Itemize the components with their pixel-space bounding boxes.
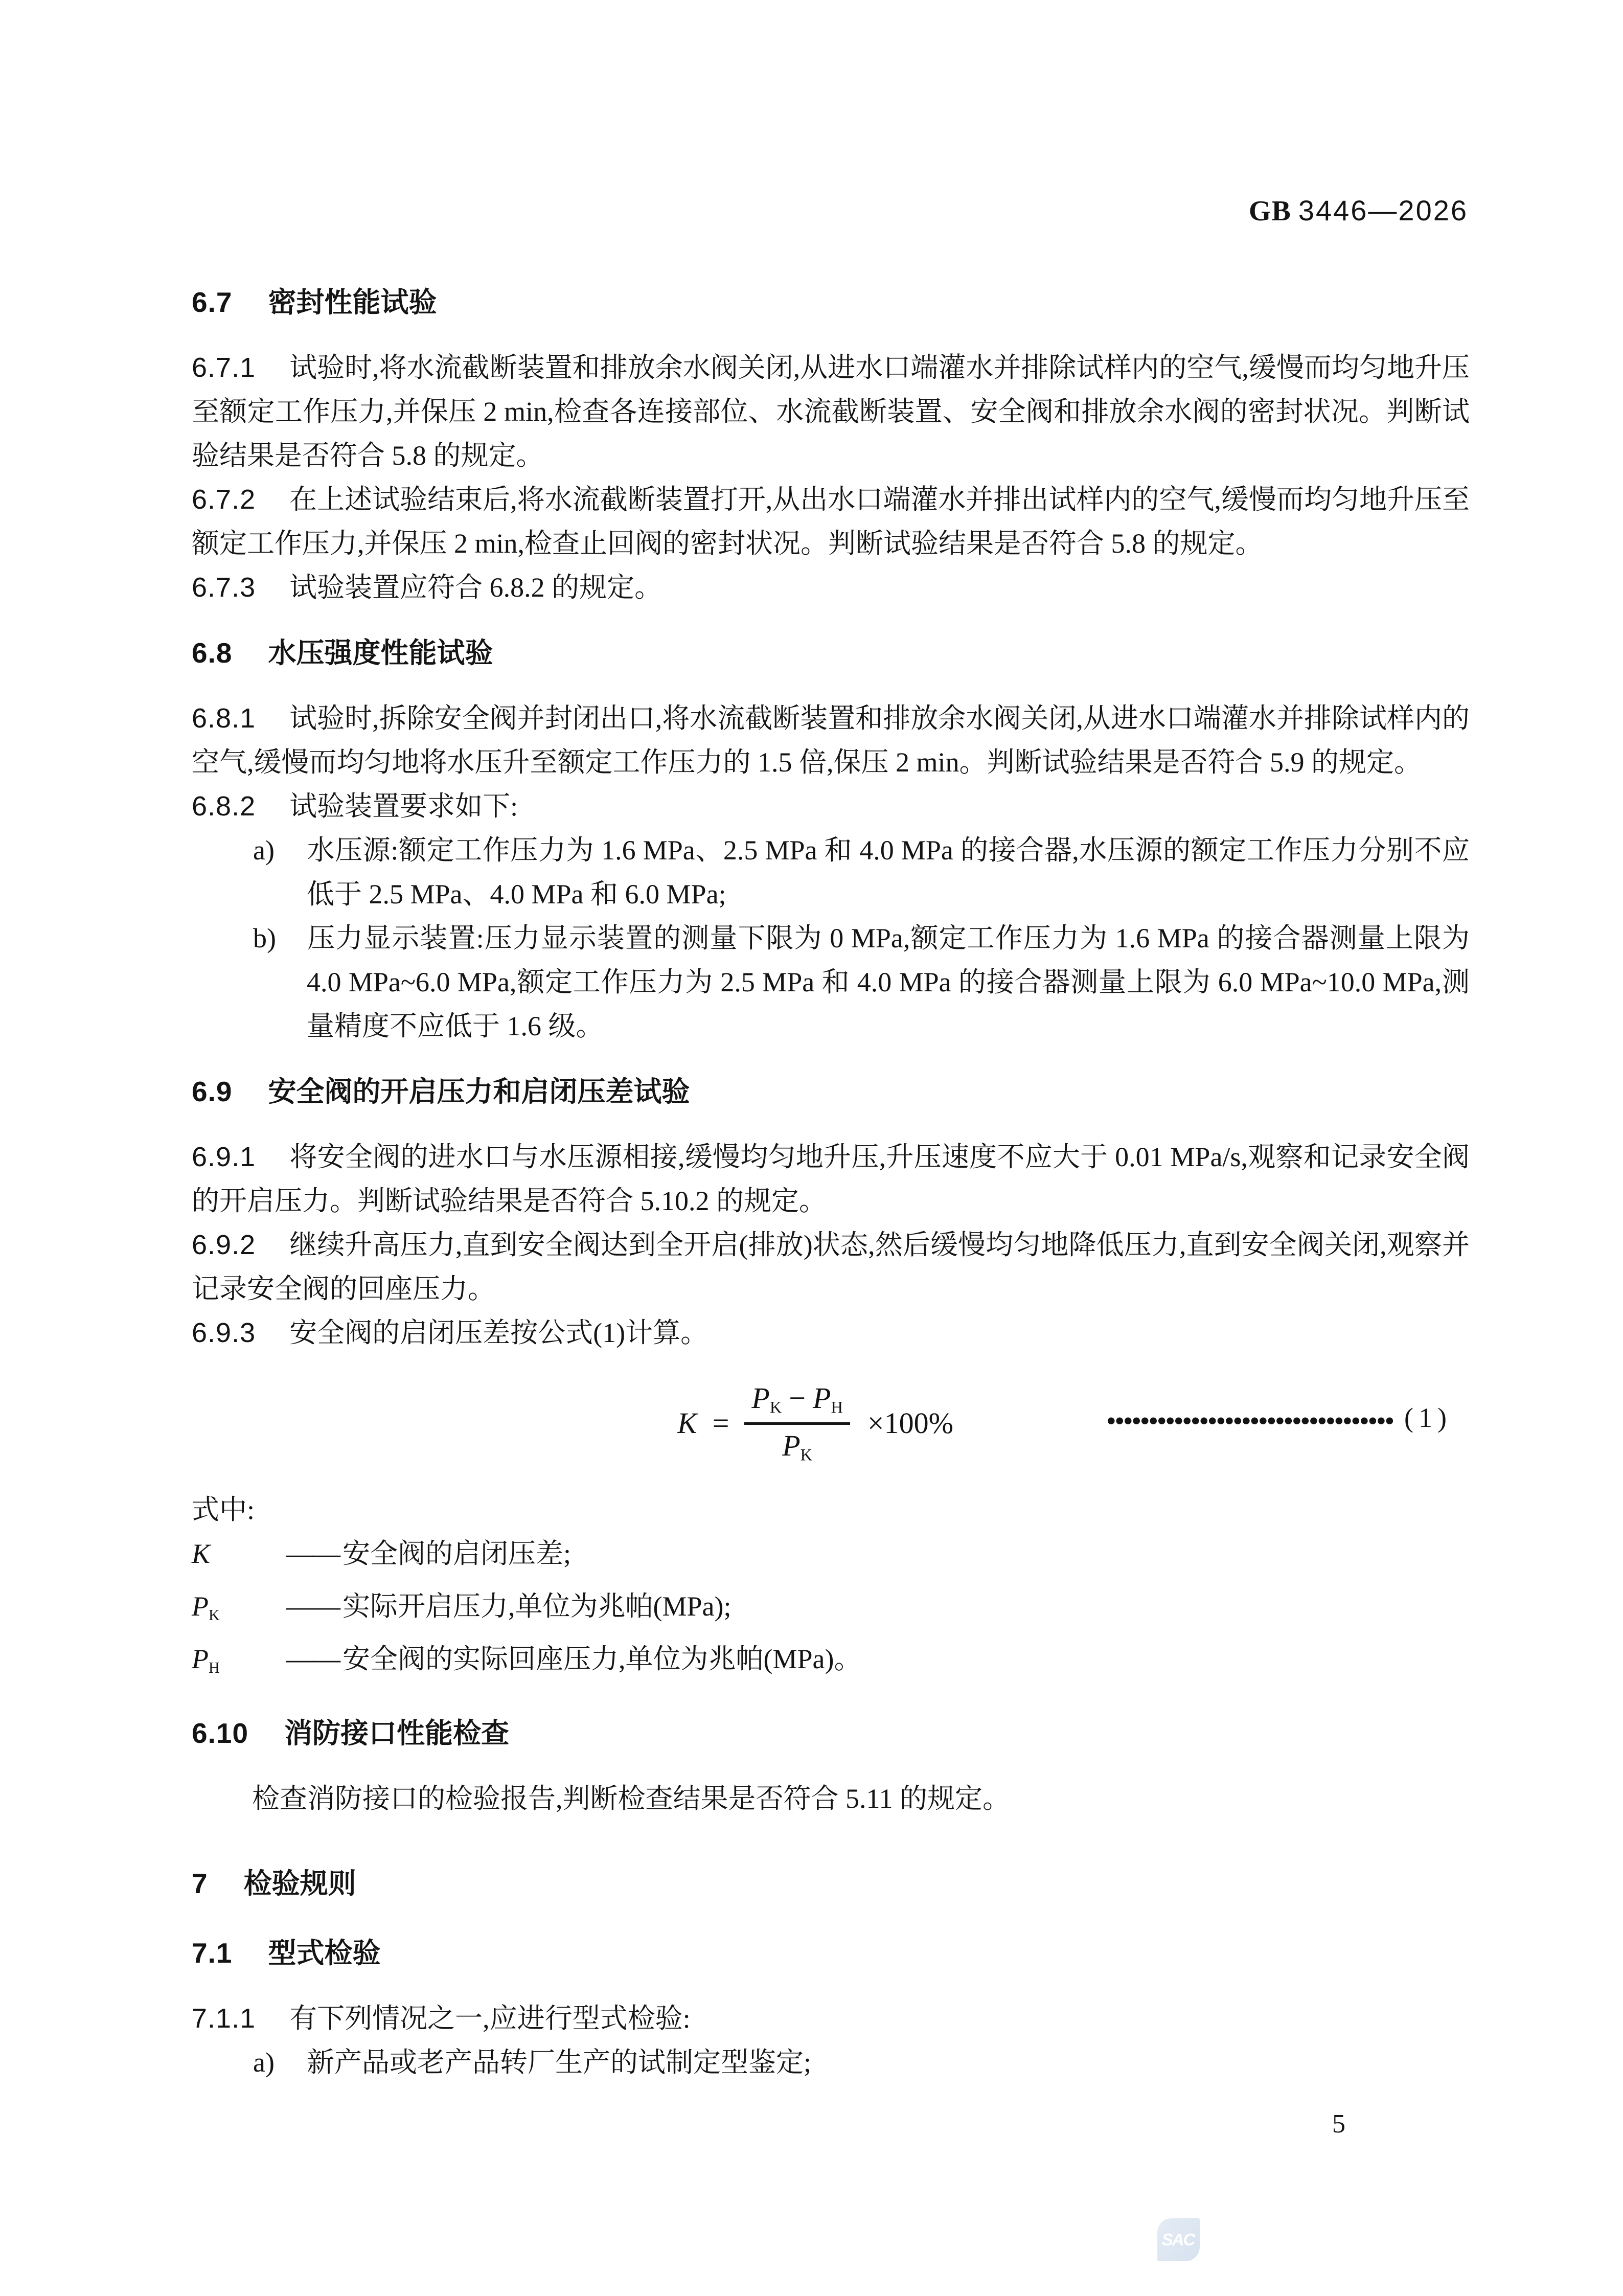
definition-dash: —— (286, 1538, 339, 1569)
standard-number (0, 195, 1468, 226)
sac-watermark (1157, 2218, 1200, 2261)
heading-7 (192, 1861, 1470, 1905)
clause-text: 安全阀的启闭压差按公式(1)计算。 (289, 1317, 708, 1348)
definition-text: 安全阀的实际回座压力,单位为兆帕(MPa)。 (342, 1644, 862, 1675)
heading-number: 7.1 (192, 1937, 233, 1969)
clause-number: 6.7.2 (192, 484, 256, 515)
heading-title: 消防接口性能检查 (284, 1717, 510, 1749)
clause-6-7-1 (192, 346, 1470, 478)
clause-number: 6.8.1 (192, 703, 256, 734)
heading-6-9 (192, 1070, 1470, 1113)
heading-number: 7 (192, 1868, 208, 1900)
clause-6-10-body: 检查消防接口的检验报告,判断检查结果是否符合 5.11 的规定。 (252, 1783, 1010, 1814)
clause-6-8-2 (192, 784, 1470, 828)
heading-6-8 (192, 631, 1470, 675)
clause-number: 6.9.1 (192, 1142, 256, 1172)
clause-text: 将安全阀的进水口与水压源相接,缓慢均匀地升压,升压速度不应大于 0.01 MPa/s,观察和记录安全阀的开启压力。判断试验结果是否符合 5.10.2 的规定。 (192, 1142, 1470, 1216)
heading-number: 6.9 (192, 1076, 233, 1107)
heading-number: 6.10 (192, 1717, 249, 1749)
heading-7-1 (192, 1931, 1470, 1975)
clause-text: 试验时,拆除安全阀并封闭出口,将水流截断装置和排放余水阀关闭,从进水口端灌水并排除试样内的空气,缓慢而均匀地将水压升至额定工作压力的 1.5 倍,保压 2 min。判断试验结果是否符合 5.9 的规定。 (192, 703, 1470, 778)
where-label: 式中: (192, 1494, 255, 1525)
symbol: $P_K$ (192, 1591, 220, 1624)
clause-text: 试验装置要求如下: (289, 791, 518, 822)
equation-1 (192, 1362, 1470, 1485)
heading-title: 型式检验 (268, 1937, 381, 1969)
symbol-pk: P (782, 1428, 801, 1462)
symbol: $P_H$ (192, 1644, 220, 1677)
clause-text: 有下列情况之一,应进行型式检验: (289, 2003, 691, 2034)
definition-text: 实际开启压力,单位为兆帕(MPa); (342, 1591, 732, 1622)
equation-number: (1) (1404, 1402, 1452, 1433)
heading-title: 水压强度性能试验 (268, 637, 493, 669)
clause-text: 试验装置应符合 6.8.2 的规定。 (289, 572, 662, 603)
list-marker: a) (253, 2047, 275, 2078)
page-number: 5 (1332, 2109, 1345, 2139)
symbol: K (192, 1538, 211, 1569)
clause-number: 6.7.1 (192, 352, 256, 383)
clause-number: 6.7.3 (192, 572, 256, 603)
clause-6-9-3 (192, 1311, 1470, 1355)
heading-6-10 (192, 1711, 1470, 1755)
clause-6-9-1 (192, 1135, 1470, 1223)
symbol-definition-k (192, 1532, 1470, 1584)
clause-6-8-1 (192, 696, 1470, 784)
symbol-ph: P (813, 1381, 831, 1415)
fraction-denominator (744, 1429, 850, 1465)
clause-text: 在上述试验结束后,将水流截断装置打开,从出水口端灌水并排出试样内的空气,缓慢而均匀地升压至额定工作压力,并保压 2 min,检查止回阀的密封状况。判断试验结果是否符合 5.8 的规定。 (192, 484, 1470, 559)
clause-6-9-2 (192, 1223, 1470, 1311)
multiplier: ×100% (867, 1406, 953, 1440)
list-text: 压力显示装置:压力显示装置的测量下限为 0 MPa,额定工作压力为 1.6 MPa 的接合器测量上限为 4.0 MPa~6.0 MPa,额定工作压力为 2.5 MPa 和 4.0 MPa 的接合器测量上限为 6.0 MPa~10.0 MPa,测量精度不应低于 1.6 级。 (307, 923, 1470, 1041)
clause-6-7-2 (192, 478, 1470, 565)
equation-expression (677, 1362, 953, 1485)
list-text: 水压源:额定工作压力为 1.6 MPa、2.5 MPa 和 4.0 MPa 的接合器,水压源的额定工作压力分别不应低于 2.5 MPa、4.0 MPa 和 6.0 MPa; (307, 835, 1470, 910)
clause-text: 继续升高压力,直到安全阀达到全开启(排放)状态,然后缓慢均匀地降低压力,直到安全阀关闭,观察并记录安全阀的回座压力。 (192, 1230, 1470, 1304)
symbol-pk: P (751, 1381, 770, 1415)
heading-title: 安全阀的开启压力和启闭压差试验 (268, 1076, 690, 1107)
fraction (744, 1381, 850, 1465)
fraction-numerator (744, 1381, 850, 1418)
clause-number: 6.8.2 (192, 791, 256, 822)
heading-number: 6.7 (192, 286, 233, 318)
subscript-k: K (769, 1399, 782, 1418)
subscript-k: K (800, 1446, 813, 1465)
clause-text: 试验时,将水流截断装置和排放余水阀关闭,从进水口端灌水并排除试样内的空气,缓慢而均匀地升压至额定工作压力,并保压 2 min,检查各连接部位、水流截断装置、安全阀和排放余水阀的密封状况。判断试验结果是否符合 5.8 的规定。 (192, 352, 1470, 471)
document-body (192, 280, 1470, 2084)
definition-dash: —— (286, 1591, 339, 1622)
fraction-bar (744, 1422, 850, 1425)
clause-number: 7.1.1 (192, 2003, 256, 2034)
standard-code-number: 3446—2026 (1298, 194, 1468, 226)
heading-title: 密封性能试验 (268, 286, 437, 318)
sac-watermark-text: SAC (1161, 2230, 1195, 2249)
list-item-7-1-1-a (253, 2040, 1470, 2084)
list-text: 新产品或老产品转厂生产的试制定型鉴定; (307, 2047, 812, 2078)
dotted-leader: •••••••••••••••••••••••••••••••••• (1107, 1406, 1394, 1435)
list-item-6-8-2-a (253, 828, 1470, 916)
symbol-definition-ph (192, 1637, 1470, 1690)
standard-code-prefix: GB (1248, 195, 1291, 227)
heading-6-7 (192, 280, 1470, 324)
minus-sign: − (789, 1381, 806, 1415)
symbol-definition-pk (192, 1584, 1470, 1637)
clause-number: 6.9.3 (192, 1317, 256, 1348)
definition-dash: —— (286, 1644, 339, 1675)
list-marker: a) (253, 835, 275, 866)
heading-title: 检验规则 (243, 1868, 356, 1900)
list-item-6-8-2-b (253, 916, 1470, 1048)
equals-sign: = (712, 1406, 729, 1440)
subscript-h: H (831, 1399, 843, 1418)
clause-6-7-3 (192, 565, 1470, 609)
definition-text: 安全阀的启闭压差; (342, 1538, 572, 1569)
list-marker: b) (253, 923, 276, 953)
heading-number: 6.8 (192, 637, 233, 669)
clause-7-1-1 (192, 1996, 1470, 2040)
formula-lhs: K (677, 1406, 697, 1440)
clause-number: 6.9.2 (192, 1230, 256, 1260)
